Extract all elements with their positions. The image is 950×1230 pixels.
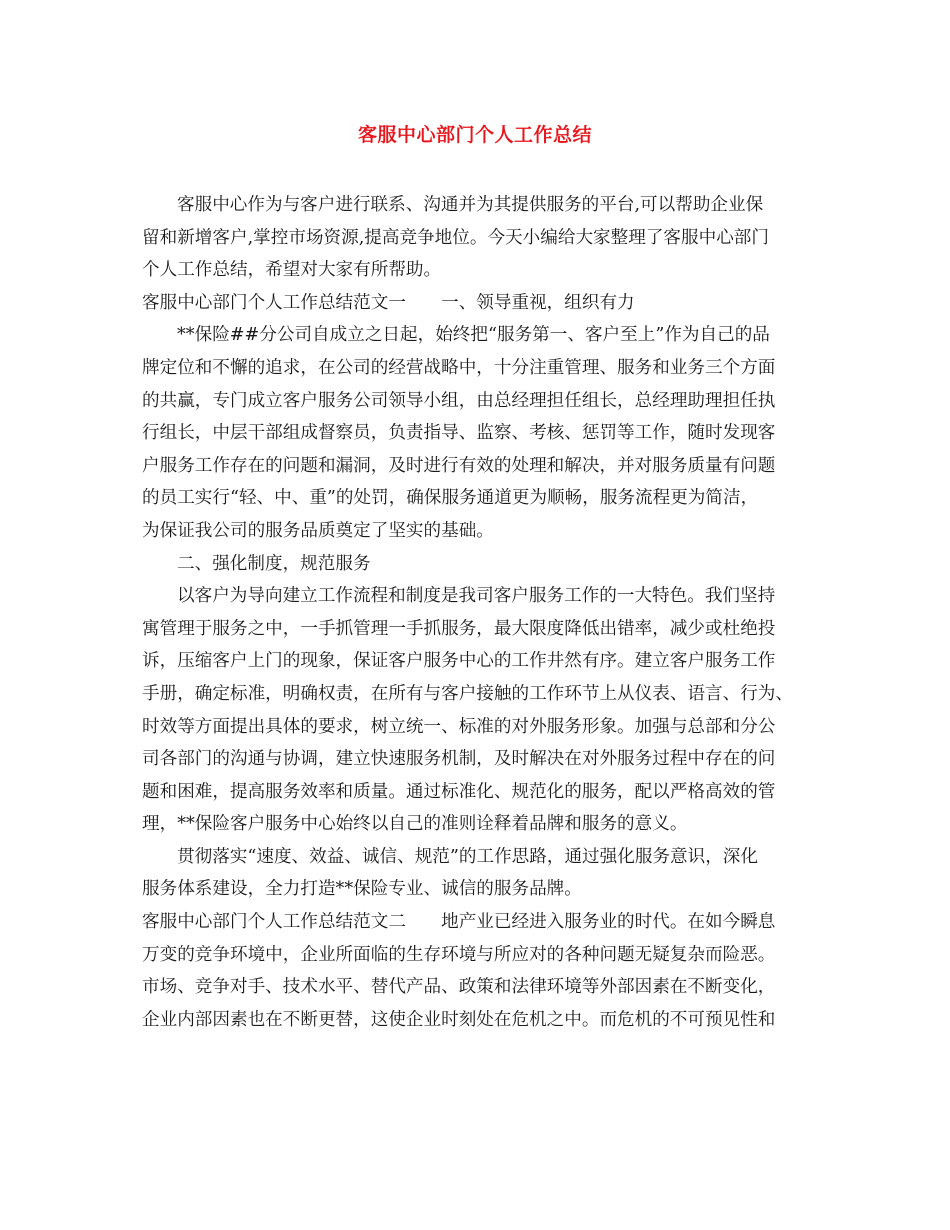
text-line: 个人工作总结，希望对大家有所帮助。: [142, 260, 442, 281]
text-line: 企业内部因素也在不断更替，这使企业时刻处在危机之中。而危机的不可预见性和: [142, 1009, 776, 1030]
text-line: 户服务工作存在的问题和漏洞，及时进行有效的处理和解决，并对服务质量有问题: [142, 455, 776, 476]
text-line: 的共赢，专门成立客户服务公司领导小组，由总经理担任组长，总经理助理担任执: [142, 390, 776, 411]
text-line: 留和新增客户,掌控市场资源,提高竞争地位。今天小编给大家整理了客服中心部门: [142, 227, 769, 248]
document-body: [142, 189, 814, 1036]
text-line: 为保证我公司的服务品质奠定了坚实的基础。: [142, 520, 494, 541]
text-line: 时效等方面提出具体的要求，树立统一、标准的对外服务形象。加强与总部和分公: [142, 716, 776, 737]
text-line: 的员工实行“轻、中、重”的处罚，确保服务通道更为顺畅，服务流程更为简洁，: [142, 488, 759, 509]
text-line: 以客户为导向建立工作流程和制度是我司客户服务工作的一大特色。我们坚持: [177, 586, 776, 607]
text-line: 客服中心作为与客户进行联系、沟通并为其提供服务的平台,可以帮助企业保: [177, 195, 764, 215]
text-line: 理，**保险客户服务中心始终以自己的准则诠释着品牌和服务的意义。: [142, 814, 688, 835]
text-line: **保险##分公司自成立之日起，始终把“服务第一、客户至上”作为自己的品: [177, 325, 770, 346]
text-line: 二、强化制度，规范服务: [177, 553, 371, 574]
text-line: 万变的竞争环境中，企业所面临的生存环境与所应对的各种问题无疑复杂而险恶。: [142, 944, 776, 965]
text-line: 寓管理于服务之中，一手抓管理一手抓服务，最大限度降低出错率，减少或杜绝投: [142, 618, 776, 639]
text-line: 客服中心部门个人工作总结范文一 一、领导重视，组织有力: [142, 292, 635, 313]
text-line: 客服中心部门个人工作总结范文二 地产业已经进入服务业的时代。在如今瞬息: [142, 912, 776, 933]
text-line: 牌定位和不懈的追求，在公司的经营战略中，十分注重管理、服务和业务三个方面: [142, 357, 776, 378]
text-line: 市场、竞争对手、技术水平、替代产品、政策和法律环境等外部因素在不断变化，: [142, 977, 776, 998]
text-line: 行组长，中层干部组成督察员，负责指导、监察、考核、惩罚等工作，随时发现客: [142, 423, 776, 444]
text-line: 服务体系建设，全力打造**保险专业、诚信的服务品牌。: [142, 879, 582, 900]
text-line: 贯彻落实“速度、效益、诚信、规范”的工作思路，通过强化服务意识，深化: [177, 846, 758, 867]
text-line: 手册，确定标准，明确权责，在所有与客户接触的工作环节上从仪表、语言、行为、: [142, 683, 793, 704]
text-line: 题和困难，提高服务效率和质量。通过标准化、规范化的服务，配以严格高效的管: [142, 781, 776, 802]
text-line: 司各部门的沟通与协调，建立快速服务机制，及时解决在对外服务过程中存在的问: [142, 749, 776, 770]
document-title: 客服中心部门个人工作总结: [357, 124, 592, 146]
text-line: 诉，压缩客户上门的现象，保证客户服务中心的工作井然有序。建立客户服务工作: [142, 651, 776, 672]
